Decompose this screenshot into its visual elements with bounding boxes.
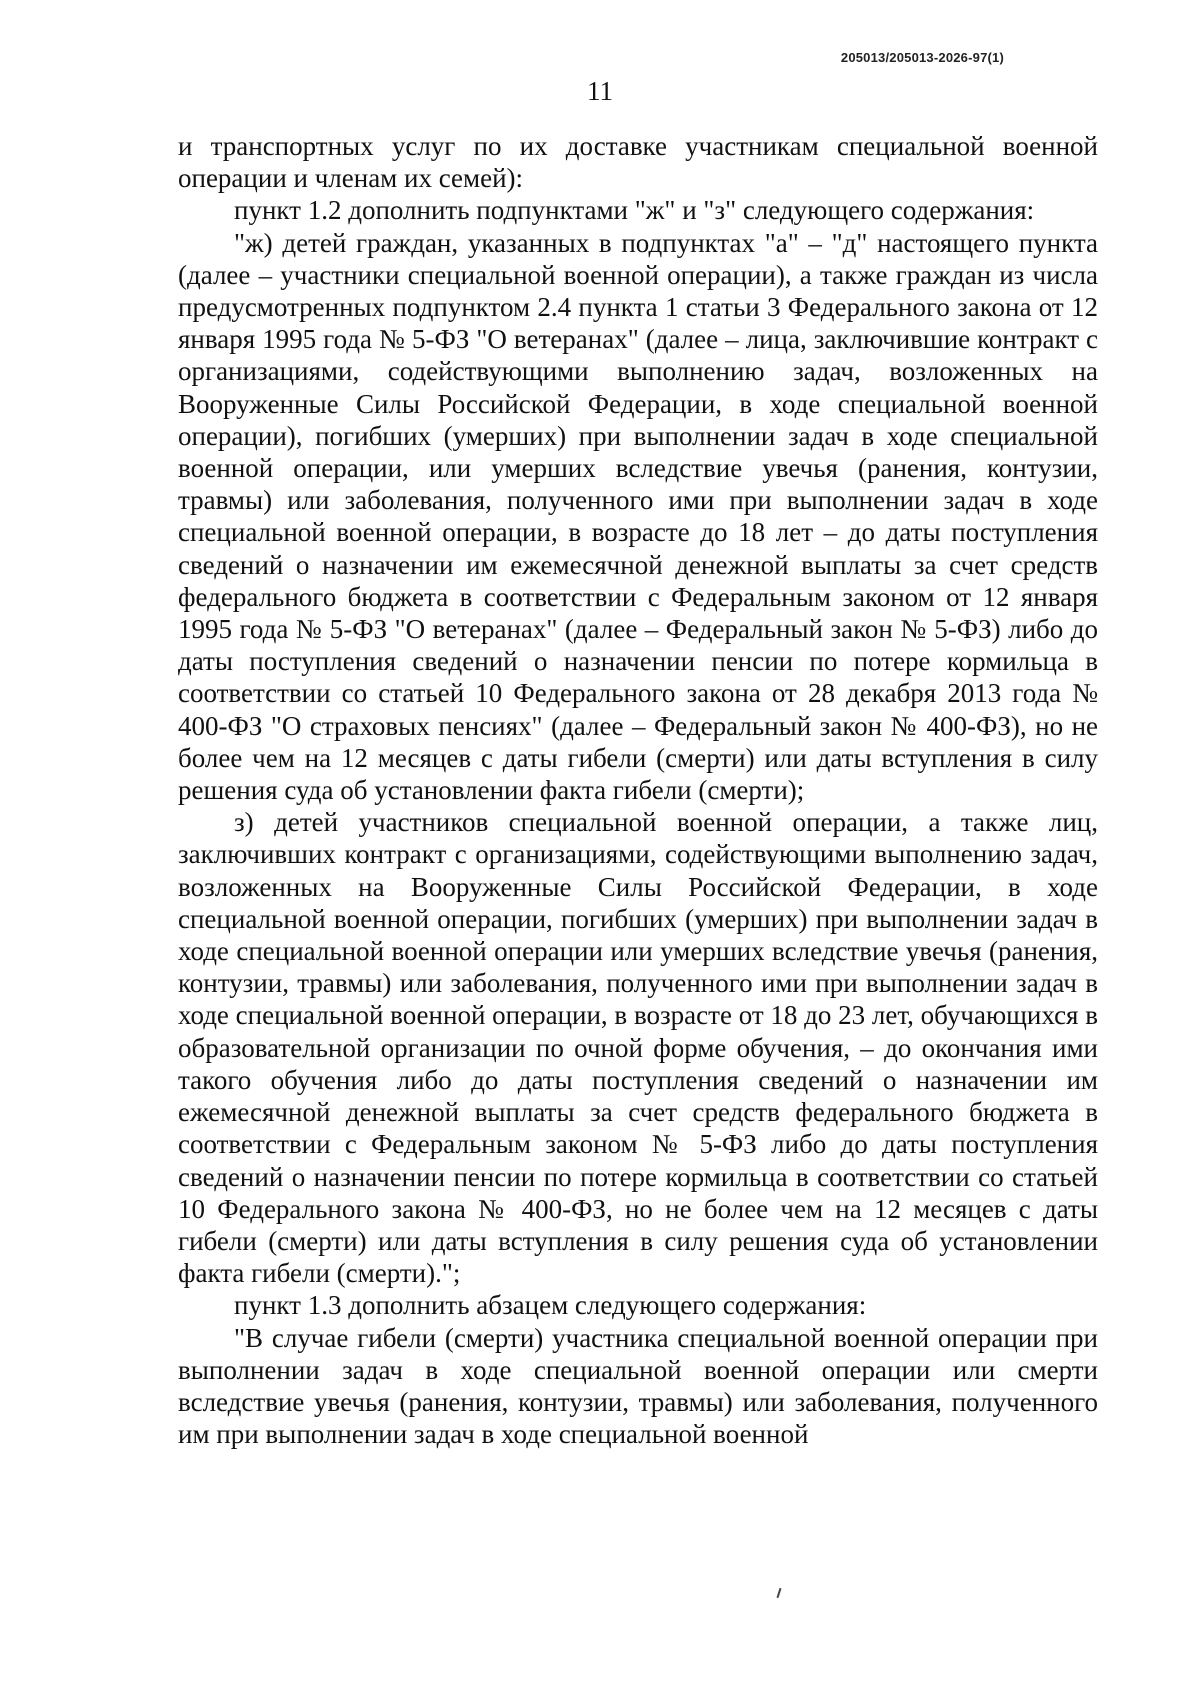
scan-mark <box>777 1588 782 1598</box>
paragraph-subitem-z: з) детей участников специальной военной операции, а также лиц, заключивших контракт с организациями, содействующими выполнению задач, возложенных на Вооруженные Силы Российской Федерации, в ходе специальной военной операции, погибших (умерших) при выполнении задач в ходе специальной военной операции или умерших вследствие увечья (ранения, контузии, травмы) или заболевания, полученного ими при выполнении задач в ходе специальной военной операции, в возрасте от 18 до 23 лет, обучающихся в образовательной организации по очной форме обучения, – до окончания ими такого обучения либо до даты поступления сведений о назначении им ежемесячной денежной выплаты за счет средств федерального бюджета в соответствии с Федеральным законом № 5-ФЗ либо до даты поступления сведений о назначении пенсии по потере кормильца в соответствии со статьей 10 Федерального закона № 400-ФЗ, но не более чем на 12 месяцев с даты гибели (смерти) или даты вступления в силу решения суда об установлении факта гибели (смерти)."; <box>178 807 1098 1289</box>
paragraph-item-1-2-instruction: пункт 1.2 дополнить подпунктами "ж" и "з" следующего содержания: <box>234 195 1035 226</box>
paragraph-subitem-zh: "ж) детей граждан, указанных в подпунктах "а" – "д" настоящего пункта (далее – участники специальной военной операции), а также граждан из числа предусмотренных подпунктом 2.4 пункта 1 статьи 3 Федерального закона от 12 января 1995 года № 5-ФЗ "О ветеранах" (далее – лица, заключившие контракт с организациями, содействующими выполнению задач, возложенных на Вооруженные Силы Российской Федерации, в ходе специальной военной операции), погибших (умерших) при выполнении задач в ходе специальной военной операции, или умерших вследствие увечья (ранения, контузии, травмы) или заболевания, полученного ими при выполнении задач в ходе специальной военной операции, в возрасте до 18 лет – до даты поступления сведений о назначении им ежемесячной денежной выплаты за счет средств федерального бюджета в соответствии с Федеральным законом от 12 января 1995 года № 5-ФЗ "О ветеранах" (далее – Федеральный закон № 5-ФЗ) либо до даты поступления сведений о назначении пенсии по потере кормильца в соответствии со статьей 10 Федерального закона от 28 декабря 2013 года № 400-ФЗ "О страховых пенсиях" (далее – Федеральный закон № 400-ФЗ), но не более чем на 12 месяцев с даты гибели (смерти) или даты вступления в силу решения суда об установлении факта гибели (смерти); <box>178 227 1098 806</box>
document-registration-code: 205013/205013-2026-97(1) <box>840 50 1004 65</box>
paragraph-intro-continuation: и транспортных услуг по их доставке участникам специальной военной операции и членам их семей): <box>178 131 1098 194</box>
paragraph-item-1-3-instruction: пункт 1.3 дополнить абзацем следующего содержания: <box>234 1290 867 1321</box>
document-body <box>178 130 1098 1450</box>
page-number: 11 <box>587 76 613 106</box>
paragraph-new-clause: "В случае гибели (смерти) участника специальной военной операции при выполнении задач в ходе специальной военной операции или смерти вследствие увечья (ранения, контузии, травмы) или заболевания, полученного им при выполнении задач в ходе специальной военной <box>178 1322 1098 1450</box>
